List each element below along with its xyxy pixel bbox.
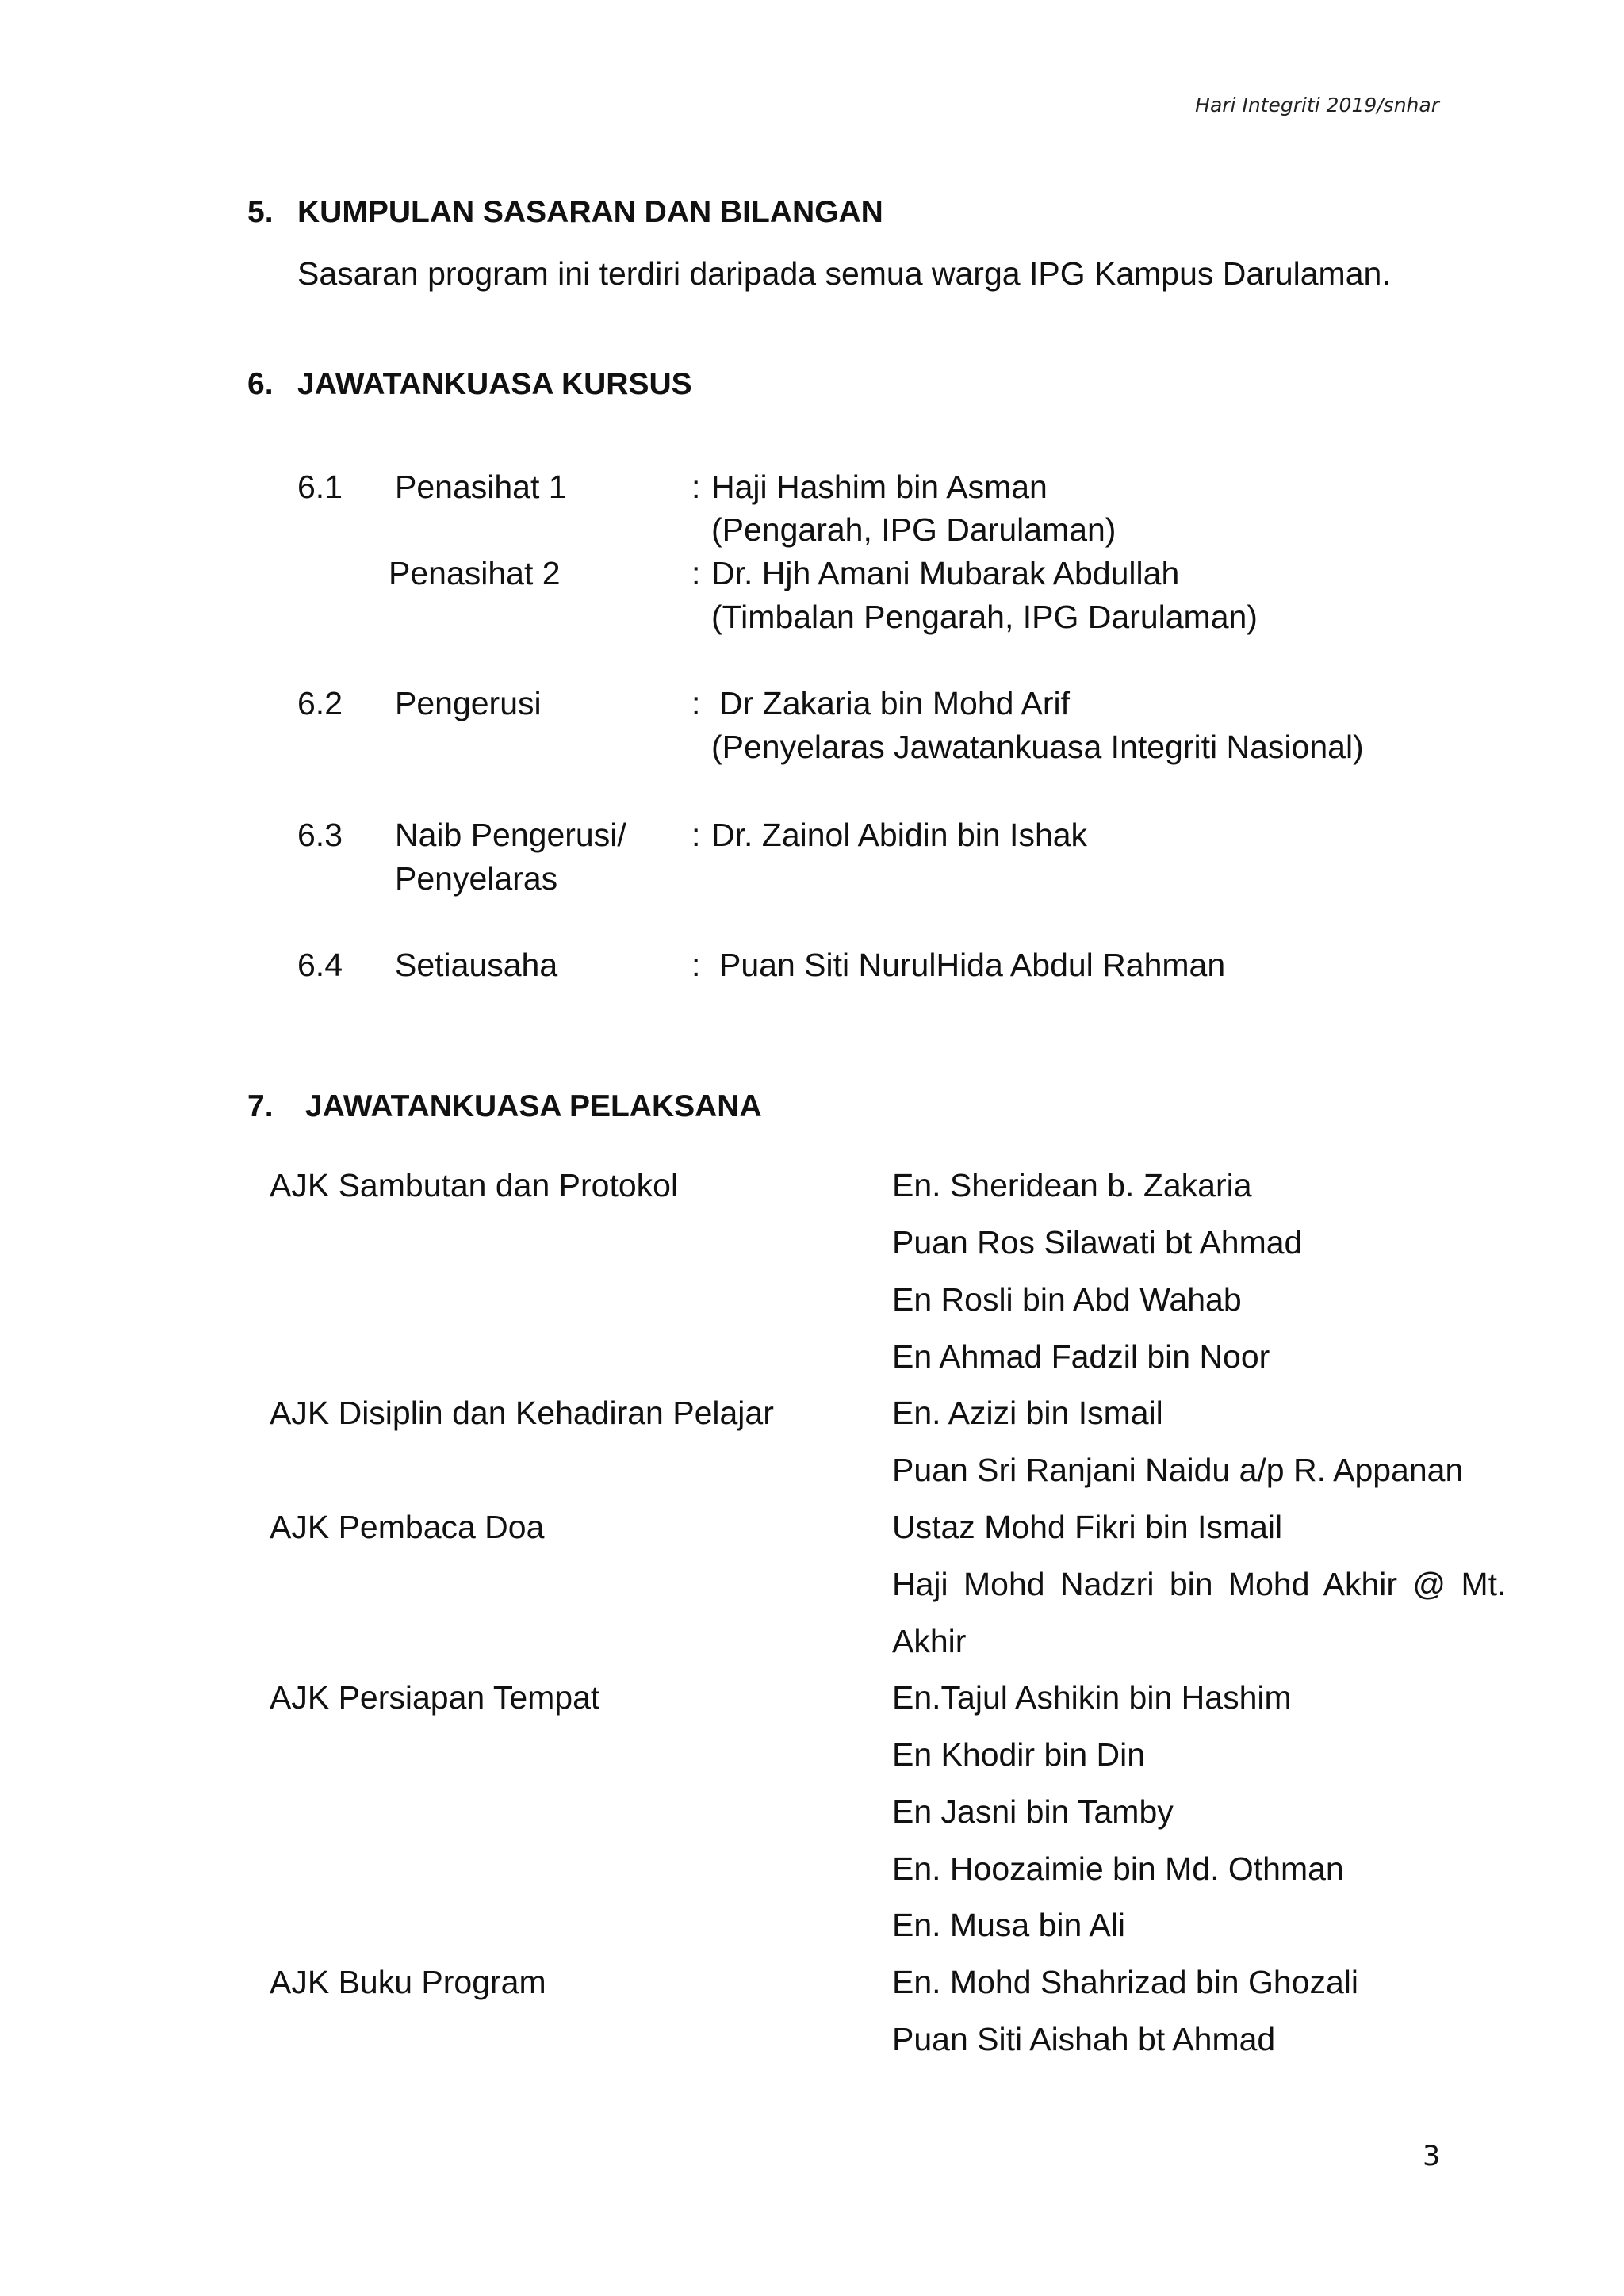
committee-member: En Khodir bin Din xyxy=(892,1736,1146,1773)
committee-member: En. Sheridean b. Zakaria xyxy=(892,1167,1252,1203)
item-separator: : xyxy=(691,817,701,853)
committee-member: Puan Ros Silawati bt Ahmad xyxy=(892,1224,1303,1261)
item-separator: : xyxy=(691,947,701,983)
page-number: 3 xyxy=(1423,2141,1441,2172)
committee-name: AJK Sambutan dan Protokol xyxy=(270,1167,679,1203)
item-number: 6.4 xyxy=(297,947,343,983)
item-detail: (Timbalan Pengarah, IPG Darulaman) xyxy=(711,599,1258,635)
item-name: Dr. Hjh Amani Mubarak Abdullah xyxy=(711,555,1180,591)
item-name: Dr. Zainol Abidin bin Ishak xyxy=(711,817,1088,853)
committee-member: En Rosli bin Abd Wahab xyxy=(892,1281,1242,1318)
item-number: 6.1 xyxy=(297,469,343,505)
item-role: Pengerusi xyxy=(395,685,542,721)
item-role-line2: Penyelaras xyxy=(395,860,558,897)
committee-member: Ustaz Mohd Fikri bin Ismail xyxy=(892,1509,1283,1545)
item-number: 6.3 xyxy=(297,817,343,853)
committee-member: En. Mohd Shahrizad bin Ghozali xyxy=(892,1964,1359,2000)
committee-name: AJK Persiapan Tempat xyxy=(270,1679,600,1716)
item-detail: (Pengarah, IPG Darulaman) xyxy=(711,511,1116,548)
committee-member: En. Musa bin Ali xyxy=(892,1907,1125,1943)
item-separator: : xyxy=(691,469,701,505)
committee-member: Puan Siti Aishah bt Ahmad xyxy=(892,2021,1276,2057)
section-6-title: JAWATANKUASA KURSUS xyxy=(297,367,692,401)
section-7-number: 7. xyxy=(247,1089,274,1123)
page-header: Hari Integriti 2019/snhar xyxy=(1195,94,1439,117)
item-separator: : xyxy=(691,685,701,721)
section-7-title: JAWATANKUASA PELAKSANA xyxy=(305,1089,762,1123)
item-name: Dr Zakaria bin Mohd Arif xyxy=(719,685,1071,721)
committee-member: En Ahmad Fadzil bin Noor xyxy=(892,1338,1270,1375)
committee-member: En. Azizi bin Ismail xyxy=(892,1395,1163,1431)
committee-member: Akhir xyxy=(892,1623,967,1659)
item-role: Naib Pengerusi/ xyxy=(395,817,626,853)
section-6-number: 6. xyxy=(247,367,274,401)
committee-name: AJK Disiplin dan Kehadiran Pelajar xyxy=(270,1395,774,1431)
committee-member: En.Tajul Ashikin bin Hashim xyxy=(892,1679,1292,1716)
committee-member: Puan Sri Ranjani Naidu a/p R. Appanan xyxy=(892,1452,1464,1488)
item-number: 6.2 xyxy=(297,685,343,721)
section-5-number: 5. xyxy=(247,195,274,229)
committee-member: En. Hoozaimie bin Md. Othman xyxy=(892,1850,1344,1887)
item-role: Setiausaha xyxy=(395,947,558,983)
item-name: Haji Hashim bin Asman xyxy=(711,469,1048,505)
committee-member: En Jasni bin Tamby xyxy=(892,1793,1174,1830)
item-role: Penasihat 2 xyxy=(389,555,561,591)
item-role: Penasihat 1 xyxy=(395,469,567,505)
section-5-body: Sasaran program ini terdiri daripada semua warga IPG Kampus Darulaman. xyxy=(297,255,1391,292)
committee-name: AJK Pembaca Doa xyxy=(270,1509,545,1545)
committee-name: AJK Buku Program xyxy=(270,1964,546,2000)
committee-member: Haji Mohd Nadzri bin Mohd Akhir @ Mt. xyxy=(892,1566,1507,1602)
section-5-title: KUMPULAN SASARAN DAN BILANGAN xyxy=(297,195,883,229)
item-detail: (Penyelaras Jawatankuasa Integriti Nasional) xyxy=(711,729,1364,765)
item-name: Puan Siti NurulHida Abdul Rahman xyxy=(719,947,1226,983)
item-separator: : xyxy=(691,555,701,591)
